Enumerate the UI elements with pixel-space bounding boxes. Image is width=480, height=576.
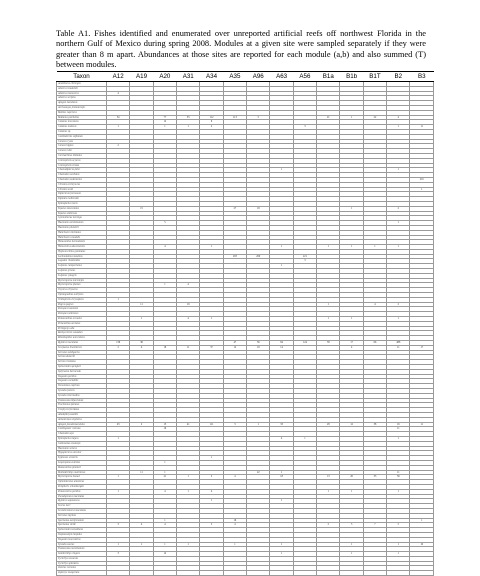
column-header-site: A63 [270,72,293,82]
taxon-name-cell: Bodianus pulchellus [57,115,107,120]
abundance-cell: 1 [200,245,223,250]
table-body [57,82,434,576]
taxon-name-cell: Pristigenys alta [57,326,107,331]
abundance-cell: 36 [387,475,410,480]
abundance-cell: 1 [387,221,410,226]
taxon-name-cell: Stegastes leucostictus [57,537,107,542]
taxon-name-cell: Acanthurus chirurgus [57,82,107,87]
abundance-cell: 2 [200,475,223,480]
taxon-name-cell: Sphoeroides spengleri [57,365,107,370]
abundance-cell: 20 [340,475,363,480]
abundance-cell [107,571,130,576]
abundance-cell: 4 [153,523,176,528]
abundance-cell [130,571,153,576]
taxon-name-cell: Hypleurochilus geminatus [57,249,107,254]
taxon-name-cell: Zanclus cornutus [57,566,107,571]
taxon-name-cell: Opistognathus aurifrons [57,293,107,298]
abundance-cell: 38 [363,422,386,427]
abundance-cell: 1 [200,456,223,461]
taxa-table-container [56,71,434,576]
abundance-cell: 3 [293,125,316,130]
taxon-name-cell: Scomberomorus maculatus [57,508,107,513]
taxon-name-cell: Mulloidichthys martinicus [57,470,107,475]
abundance-cell: 1 [270,470,293,475]
abundance-cell: 36 [130,341,153,346]
abundance-cell: 3 [293,259,316,264]
taxon-name-cell: Thalassoma bifasciatum [57,398,107,403]
abundance-cell: 11 [410,125,434,130]
abundance-cell: 6 [200,120,223,125]
taxon-name-cell: Lutjanus griseus [57,269,107,274]
abundance-cell: 2 [107,345,130,350]
abundance-cell [247,571,270,576]
abundance-cell: 36 [247,341,270,346]
taxon-name-cell: Trachinotus falcatus [57,403,107,408]
taxon-name-cell: Aluterus heudelotii [57,86,107,91]
abundance-cell: 11 [387,345,410,350]
abundance-cell: 1 [107,542,130,547]
abundance-cell: 1 [340,552,363,557]
abundance-cell: 1 [270,264,293,269]
abundance-cell: 1 [387,436,410,441]
taxon-name-cell: Ocyurus chrysurus [57,288,107,293]
abundance-cell: 4 [153,489,176,494]
taxon-name-cell: Serranus tigrinus [57,513,107,518]
taxon-name-cell: Apogon maculatus [57,101,107,106]
abundance-cell: 16 [223,518,246,523]
abundance-cell: 1 [340,489,363,494]
abundance-cell: 18 [270,475,293,480]
taxon-name-cell: Holocentrus adscensionis [57,245,107,250]
taxon-name-cell: Diplectrum formosum [57,192,107,197]
abundance-cell: 1 [270,168,293,173]
abundance-cell: 113 [223,115,246,120]
abundance-cell: 1 [107,475,130,480]
abundance-cell: 12 [340,422,363,427]
taxon-name-cell: Ophioblennius atlanticus [57,480,107,485]
abundance-cell: 14 [270,345,293,350]
taxon-name-cell: Xyrichtys novacula [57,556,107,561]
taxon-name-cell: Orthopristis chrysoptera [57,297,107,302]
abundance-cell: 4 [177,283,200,288]
abundance-cell: 17 [340,341,363,346]
taxon-name-cell: Pagrus pagrus [57,302,107,307]
abundance-cell: 1 [247,422,270,427]
abundance-cell: 10 [410,542,434,547]
abundance-cell: 22 [363,115,386,120]
column-header-site: B1a [317,72,340,82]
taxon-name-cell: Stenotomus caprinus [57,384,107,389]
taxon-name-cell: Scorpaena brasiliensis [57,345,107,350]
abundance-cell: 33 [363,475,386,480]
abundance-cell: 111 [200,422,223,427]
abundance-cell: 3 [107,552,130,557]
column-header-site: A35 [223,72,246,82]
abundance-cell: 4 [130,523,153,528]
abundance-cell: 1 [387,542,410,547]
abundance-cell [223,571,246,576]
abundance-cell: 1 [270,245,293,250]
abundance-cell: 12 [153,120,176,125]
taxon-name-cell: Pseudupeneus maculatus [57,494,107,499]
taxon-name-cell: Pomacanthus arcuatus [57,317,107,322]
taxon-name-cell: Calamus nodosus [57,125,107,130]
abundance-cell: 1 [177,125,200,130]
column-header-site: B2 [387,72,410,82]
abundance-cell: 4 [107,91,130,96]
taxon-name-cell: Halichoeres caudalis [57,235,107,240]
column-header-site: A56 [293,72,316,82]
column-header-site: A20 [153,72,176,82]
taxon-name-cell: Mycteroperca bonaci [57,475,107,480]
taxon-name-cell: Carcharhinus limbatus [57,153,107,158]
abundance-cell: 21 [317,115,340,120]
taxon-name-cell: Serranus subligarius [57,350,107,355]
column-header-site: A96 [247,72,270,82]
abundance-cell: 11 [387,470,410,475]
abundance-cell: 11 [130,302,153,307]
abundance-cell: 11 [177,345,200,350]
abundance-cell: 4 [153,245,176,250]
taxon-name-cell: Chaetodon aya [57,432,107,437]
abundance-cell: 1 [153,125,176,130]
taxon-name-cell: Mycteroperca phenax [57,283,107,288]
abundance-cell: 16 [177,302,200,307]
column-header-site: B1b [340,72,363,82]
taxon-name-cell: Rachycentron canadum [57,331,107,336]
abundance-cell: 28 [317,422,340,427]
abundance-cell [340,571,363,576]
abundance-cell: 77 [153,115,176,120]
taxon-name-cell: Urophycis floridana [57,408,107,413]
abundance-cell: 2 [200,125,223,130]
taxon-name-cell: Pareques iwamotoi [57,307,107,312]
taxon-name-cell: Priacanthus arenatus [57,321,107,326]
abundance-cell: 11 [387,427,410,432]
abundance-cell: 1 [153,460,176,465]
taxon-name-cell: Caranx crysos [57,139,107,144]
abundance-cell: 2 [317,523,340,528]
abundance-cell: 1 [130,317,153,322]
abundance-cell: 1 [387,168,410,173]
abundance-cell: 33 [270,422,293,427]
taxon-name-cell: Lagodon rhomboides [57,259,107,264]
taxon-name-cell: Mycteroperca microlepis [57,278,107,283]
taxon-name-cell: Synodus intermedius [57,393,107,398]
abundance-cell: 1 [200,499,223,504]
taxon-name-cell: Hypoplectrus unicolor [57,451,107,456]
abundance-cell: 2 [130,422,153,427]
abundance-cell: 1 [153,283,176,288]
abundance-cell: 1 [410,187,434,192]
abundance-cell: 4 [200,489,223,494]
taxon-name-cell: Caranx hippos [57,144,107,149]
abundance-cell: 1 [317,245,340,250]
abundance-cell: 1 [153,542,176,547]
abundance-cell: 2 [387,302,410,307]
abundance-cell: 200 [247,254,270,259]
taxon-name-cell: Canthidermis sufflamen [57,134,107,139]
abundance-cell: 15 [130,206,153,211]
taxon-name-cell: Chaetodon ocellatus [57,173,107,178]
column-header-site: A12 [107,72,130,82]
taxon-name-cell: Synodus foetens [57,389,107,394]
abundance-cell: 38 [317,341,340,346]
abundance-cell: 1 [177,489,200,494]
taxon-name-cell: Diplodus holbrookii [57,197,107,202]
taxon-name-cell: Lutjanus campechanus [57,264,107,269]
abundance-cell: 12 [153,552,176,557]
abundance-cell: 12 [223,345,246,350]
abundance-cell: 4 [223,523,246,528]
taxon-name-cell: Malacanthus plumieri [57,465,107,470]
taxon-name-cell: Stephanolepis hispidus [57,532,107,537]
taxon-name-cell: Rypticus maculatus [57,341,107,346]
column-header-site: A34 [200,72,223,82]
abundance-cell: 1 [177,542,200,547]
abundance-cell: 35 [177,115,200,120]
abundance-cell: 5 [340,523,363,528]
abundance-cell: 1 [107,297,130,302]
taxon-name-cell: Seriola rivoliana [57,360,107,365]
taxon-name-cell: Chaetodon sedentarius [57,177,107,182]
abundance-cell: 4 [130,345,153,350]
taxon-name-cell: Seriola dumerili [57,355,107,360]
column-header-site: B1T [363,72,386,82]
abundance-cell [200,571,223,576]
abundance-cell: 203 [223,254,246,259]
caption-text: Table A1. Fishes identified and enumerated over unreported artificial reefs off northwest Florida in the northern Gulf of Mexico during spring 2008. Modules at a given site were sampled separately if they were greater than 8 m apart. Abundances at those sites are reported for each module (a,b) and also summed (T) between modules. [56,29,426,70]
taxon-name-cell: Equetus umbrosus [57,211,107,216]
abundance-cell: 18 [247,206,270,211]
taxon-name-cell: Gymnothorax moringa [57,216,107,221]
abundance-cell: 2 [107,144,130,149]
taxon-name-cell: Pempheris schomburgkii [57,484,107,489]
abundance-cell: 4 [177,317,200,322]
abundance-cell: 4 [223,475,246,480]
abundance-cell: 37 [200,345,223,350]
abundance-cell: 1 [340,115,363,120]
abundance-cell: 5 [153,221,176,226]
abundance-cell: 1 [340,542,363,547]
abundance-cell: 1 [270,552,293,557]
taxon-name-cell: Equetus lanceolatus [57,206,107,211]
abundance-cell: 22 [247,470,270,475]
taxon-name-cell: Haemulon sciurus [57,446,107,451]
table-row [57,571,434,576]
abundance-cell: 27 [223,206,246,211]
table-caption [56,29,426,71]
taxon-name-cell: Anisotremus virginicus [57,417,107,422]
abundance-cell: 41 [177,422,200,427]
taxon-name-cell: Lutjanus synagris [57,273,107,278]
abundance-cell: 1 [223,542,246,547]
abundance-cell [363,571,386,576]
column-header-site: B3 [410,72,434,82]
abundance-cell: 1 [363,245,386,250]
abundance-cell: 5 [387,523,410,528]
abundance-cell: 4 [387,115,410,120]
abundance-cell: 17 [410,345,434,350]
taxon-name-cell: Haemulon aurolineatum [57,221,107,226]
taxon-name-cell: Epinephelus itajara [57,436,107,441]
abundance-cell: 7 [363,523,386,528]
abundance-cell [410,571,434,576]
taxon-name-cell: Thalassoma noronhanum [57,547,107,552]
abundance-cell: 1 [270,499,293,504]
taxon-name-cell: Halichoeres bivittatus [57,230,107,235]
taxon-name-cell: Sparisoma aurofrenatum [57,518,107,523]
taxon-name-cell: Xyrichtys splendens [57,561,107,566]
abundance-cell: 124 [293,341,316,346]
abundance-cell: 488 [387,341,410,346]
taxon-name-cell: Chromis scotti [57,187,107,192]
taxon-name-cell: Rhomboplites aurorubens [57,336,107,341]
abundance-cell: 16 [387,422,410,427]
abundance-cell: 1 [317,302,340,307]
abundance-cell: 1 [177,475,200,480]
abundance-cell: 19 [247,345,270,350]
abundance-cell: 136 [107,341,130,346]
abundance-cell: 1 [200,317,223,322]
abundance-cell: 201 [410,177,434,182]
column-header-site: A31 [177,72,200,82]
abundance-cell: 1 [107,436,130,441]
taxon-name-cell: Lachnolaimus maximus [57,254,107,259]
abundance-cell [387,571,410,576]
abundance-cell [270,571,293,576]
abundance-cell: 5 [200,523,223,528]
taxon-name-cell: Rypticus saponaceus [57,499,107,504]
abundance-cell: 13 [153,422,176,427]
taxon-name-cell: Synodus saurus [57,542,107,547]
taxon-name-cell: Stegastes variabilis [57,379,107,384]
abundance-cell: 21 [153,475,176,480]
abundance-cell: 1 [387,245,410,250]
abundance-cell: 34 [107,115,130,120]
abundance-cell: 112 [200,115,223,120]
taxon-name-cell: Calamus sp. [57,129,107,134]
abundance-cell: 1 [317,489,340,494]
taxon-name-cell: Xanthichthys ringens [57,552,107,557]
abundance-cell: 221 [293,254,316,259]
abundance-cell: 1 [340,317,363,322]
abundance-cell: 66 [363,341,386,346]
abundance-cell: 43 [107,422,130,427]
abundance-cell [153,571,176,576]
abundance-cell: 4 [363,302,386,307]
abundance-cell: 3 [107,523,130,528]
taxon-name-cell: Abudefduf saxatilis [57,412,107,417]
abundance-cell: 1 [340,206,363,211]
taxon-name-cell: Centropristis striata [57,163,107,168]
taxon-name-cell: Sphyraena barracuda [57,369,107,374]
taxon-name-cell: Caranx ruber [57,149,107,154]
abundance-cell: 2 [387,206,410,211]
abundance-cell: 1 [387,489,410,494]
abundance-cell [177,571,200,576]
taxon-name-cell: Pareques umbrosus [57,312,107,317]
abundance-cell: 1 [153,470,176,475]
abundance-cell: 18 [153,345,176,350]
table-header-row [57,72,434,82]
taxon-name-cell: Archosargus probatoceph. [57,105,107,110]
taxon-name-cell: Sparisoma viride [57,523,107,528]
taxon-name-cell: Sphoeroides testudineus [57,528,107,533]
taxon-name-cell: Canthigaster rostrata [57,427,107,432]
taxon-name-cell: Haemulon plumierii [57,225,107,230]
abundance-cell: 3 [223,422,246,427]
taxon-name-cell: Aluterus monoceros [57,91,107,96]
abundance-cell: 1 [107,489,130,494]
taxon-name-cell: Stegastes partitus [57,374,107,379]
abundance-cell: 4 [270,436,293,441]
abundance-cell: 16 [153,427,176,432]
taxon-name-cell: Liopropoma eukrines [57,460,107,465]
abundance-cell: 1 [387,317,410,322]
abundance-cell: 1 [293,436,316,441]
taxon-name-cell: Zapteryx exasperata [57,571,107,576]
abundance-cell: 13 [317,475,340,480]
abundance-cell: 4 [340,345,363,350]
taxon-name-cell: Calamus leucosteus [57,120,107,125]
taxon-name-cell: Gobiosoma oceanops [57,441,107,446]
column-header-site: A19 [130,72,153,82]
abundance-cell: 1 [387,125,410,130]
abundance-cell: 1 [387,552,410,557]
taxon-name-cell: Aluterus scriptus [57,96,107,101]
abundance-cell [317,571,340,576]
abundance-cell: 84 [270,341,293,346]
abundance-cell: 1 [270,542,293,547]
taxa-table [56,71,434,576]
taxon-name-cell: Holacanthus bermudensis [57,240,107,245]
abundance-cell: 1 [340,245,363,250]
abundance-cell: 1 [107,125,130,130]
taxon-name-cell: Chaetodipterus faber [57,168,107,173]
abundance-cell: 1 [130,542,153,547]
taxon-name-cell: Kyphosus sectatrix [57,456,107,461]
taxon-name-cell: Chromis enchrysurus [57,182,107,187]
abundance-cell: 11 [130,470,153,475]
abundance-cell: 47 [223,341,246,346]
abundance-cell: 5 [247,115,270,120]
taxon-name-cell: Epinephelus morio [57,201,107,206]
taxon-name-cell: Scarus iseri [57,504,107,509]
abundance-cell [293,571,316,576]
abundance-cell: 11 [410,422,434,427]
taxon-name-cell: Pomacentrus partitus [57,489,107,494]
abundance-cell: 1 [153,518,176,523]
taxon-name-cell: Balistes capriscus [57,110,107,115]
abundance-cell: 1 [317,317,340,322]
taxon-name-cell: Apogon pseudomaculatus [57,422,107,427]
column-header-taxon: Taxon [57,72,107,82]
taxon-name-cell: Centropristis ocyurus [57,158,107,163]
abundance-cell: 1 [410,518,434,523]
